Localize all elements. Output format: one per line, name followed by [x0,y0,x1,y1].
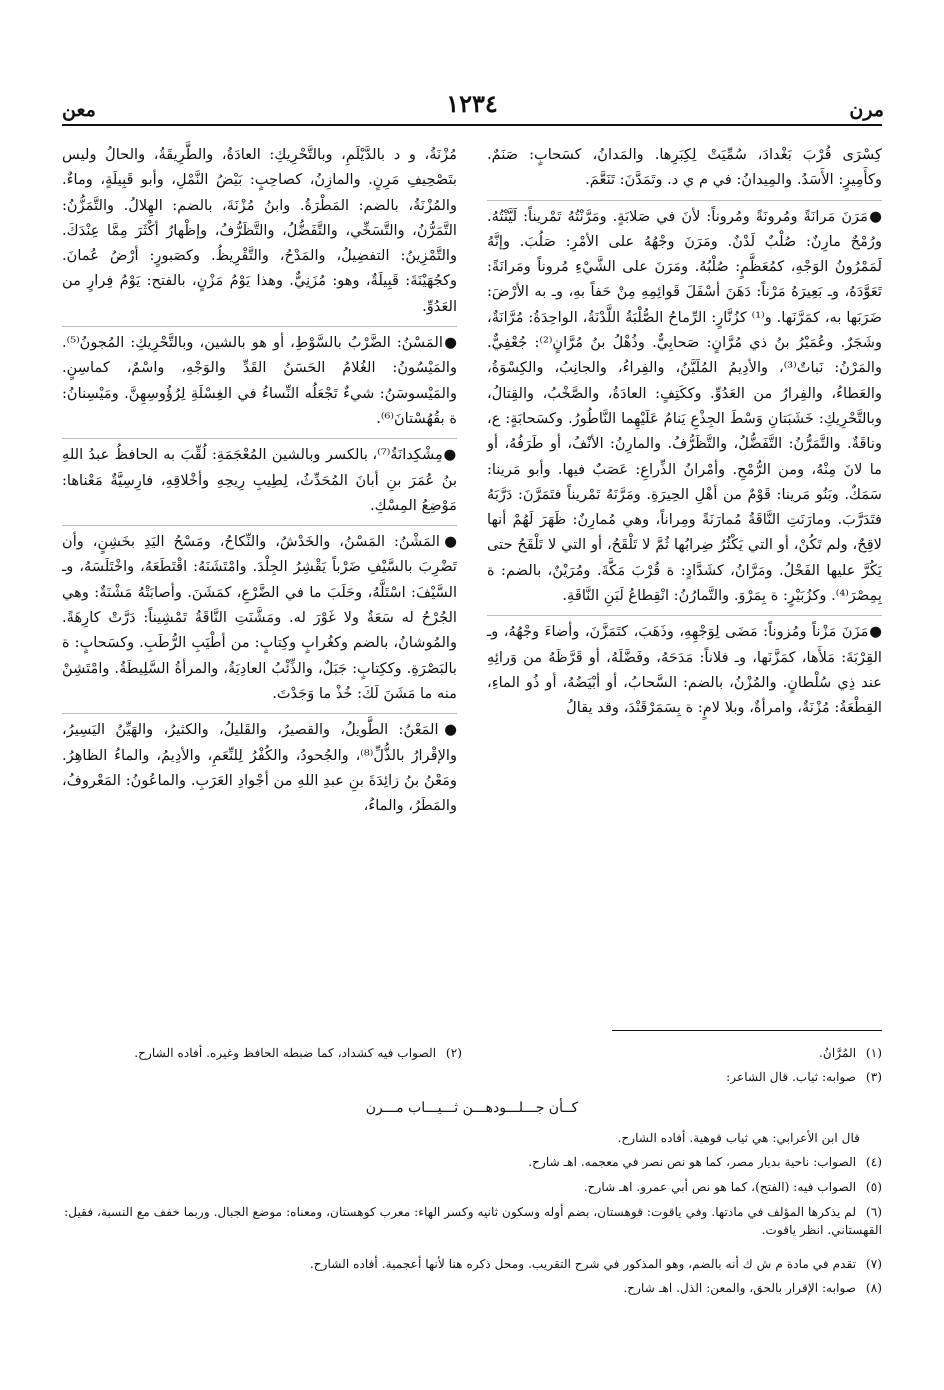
header-root-word-left: معن [62,99,96,121]
footnote-text: الصواب: ناحية بديار مصر، كما هو نص نصر في معجمه. اهـ شارح. [528,1155,857,1169]
header-root-word-right: مرن [849,99,884,121]
footnote-3 [502,1068,882,1086]
header-rule [62,124,882,126]
entry-continuation: كِسْرَى قُرْبَ بَغْدادَ، سُمِّيَتْ لِكِبَرِها. والمَدانُ، كسَحابٍ: صَنَمٌ. وكأَمِيرٍ: الأَسَدُ. والمِيدانُ: في م ي د. وتَمَدَّنَ: تَنَعَّمَ. [487,146,882,189]
footnote-number: (٣) [865,1070,882,1084]
footnote-2 [62,1044,462,1062]
entry-mishkidana: ●مِشْكِدانَةُ⁽⁷⁾، بالكسر وبالشين المُعْجَمَةِ: لُقِّبَ به الحافظُ عبدُ اللهِ بنُ عُمَرَ بنِ أبانَ المُحَدِّثُ، لِطِيبِ رِيحِهِ وأخْلاقِهِ، فارِسِيَّةٌ مَعْناها: مَوْضِعُ المِسْكِ. [62,438,457,518]
left-column [62,142,457,825]
footnote-number: (١) [865,1046,882,1060]
footnote-3-continued: قال ابن الأعرابي: هي ثياب قوهية. أفاده الشارح. [617,1131,860,1145]
footnote-text: صوابه: الإقرار بالحق، والمعن: الذل. اهـ شارح. [623,1281,857,1295]
footnote-5 [62,1178,882,1196]
footnote-number: (٧) [865,1257,882,1271]
footnote-text: المُرَّانُ. [819,1046,857,1060]
footnote-verse: كــأن جـــلـــودهـــن ثـــيـــاب مـــرن [365,1100,579,1116]
footnote-6 [62,1203,882,1239]
footnote-number: (٤) [865,1155,882,1169]
entry-man: ●المَعْنُ: الطَّويلُ، والقصيرُ، والقَليلُ، والكثيرُ، والهَيِّنُ اليَسِيرُ، والإقْرارُ بالذُّلِّ⁽⁸⁾، والجُحودُ، والكُفْرُ لِلنِّعَمِ، والأدِيمُ، والماءُ الظاهِرُ. ومَعْنُ بنُ زائِدَةَ بنِ عبدِ اللهِ من أجْوادِ العَرَبِ. والماعُونُ: المَعْروفُ، والمَطَرُ، والماءُ، [62,713,457,818]
footnote-7 [62,1255,882,1273]
footnote-text: تقدم في مادة م ش ك أنه بالضم، وهو المذكور في شرح التقريب. ومحل ذكره هنا لأنها أعجمية. أفاده الشارح. [309,1257,857,1271]
footnote-number: (٨) [865,1281,882,1295]
footnote-number: (٢) [445,1046,462,1060]
footnote-number: (٦) [865,1205,882,1219]
footnote-number: (٥) [865,1180,882,1194]
footnote-text: لم يذكرها المؤلف في مادتها. وفي ياقوت: قوهستان، بضم أوله وسكون ثانيه وكسر الهاء: معرب كوهستان، ومعناه: موضع الجبال. وربما خفف مع النسبة، فقيل: القهستاني. انظر ياقوت. [64,1205,882,1237]
footnote-text: الصواب فيه كشداد، كما ضبطه الحافظ وغيره. أفاده الشارح. [134,1046,437,1060]
entry-masn: ●المَسْنُ: الضَّرْبُ بالسَّوْطِ، أو هو بالشين، وبالتَّحْرِيكِ: المُجونُ⁽⁵⁾. والمَيْسُونُ: الغُلامُ الحَسَنُ القَدِّ والوَجْهِ، واسْمٌ، كماسِنٍ. والمَيْسوسَنُ: شيءٌ تَجْعَلُه النِّساءُ في الغِسْلَةِ لِرُؤُوسِهِنَّ. ومَيْسِنانُ: ة بقُهُسْتانَ⁽⁶⁾. [62,326,457,431]
entry-marana: ●مَرَنَ مَرانَةً ومُرونَةً ومُروناً: لأنَ في صَلابَةٍ. ومَرَّنْتُهُ تَمْريناً: لَيَّنْتُهُ. ورُمْحٌ مارِنٌ: صُلْبٌ لَدْنٌ. ومَرَنَ وجْهُهُ على الأمْرِ: صَلُبَ. وإنَّهُ لَمَمْرُونُ الوَجْهِ، كمُعَظَّمٍ: صُلْبُهُ. ومَرَنَ على الشَّيْءِ مُروناً ومَرانَةً: تَعَوَّدَهُ، وـ بَعِيرَهُ مَرْناً: دَهَنَ أسْفَلَ قَوائِمِهِ مِنْ حَفاً بهِ، وـ به الأرْضَ: ضَرَبَها به، كمَرَّنَها. و⁽¹⁾ كزُنَّارٍ: الرِّماحُ الصُّلْبَةُ اللَّدْنَةُ، الواحِدَةُ: مُرَّانَةٌ، وشَجَرٌ. وعُمَيْرُ بنُ ذي مُرَّانٍ: صَحابِيٌّ. وذُهْلُ بنُ مُرَّانٍ⁽²⁾: جُعْفِيٌّ. والمَرْنُ: نَباتٌ⁽³⁾، والأدِيمُ المُلَيَّنُ، والفِراءُ، والجانِبُ، والكِسْوَةُ، والعَطاءُ، والفِرارُ من العَدُوِّ. وككَتِفٍ: العادَةُ، والصَّخْبُ، والقِتالُ، وبالتَّحْرِيكِ: خَشَبَتانِ وَسْطَ الجِذْعِ يَنامُ عَلَيْهِما النَّاطُورُ. وكسَحابَةٍ: ع، وناقَةٌ. والتَّمَرُّنُ: التَّفَضُّلُ، والتَّظَرُّفُ. والمارِنُ: الأنْفُ، أو طَرَفُهُ، أو ما لانَ مِنْهُ، ومن الرُّمْحِ. وأمْرانُ الذِّراعِ: عَصَبٌ فيها. وأبو مَرينا: سَمَكٌ. وبَنُو مَرينا: قَوْمٌ من أهْلِ الحِيرَةِ. ومَرَّنَهُ تَمْريناً فتَمَرَّنَ: دَرَّبَهُ فتَدَرَّبَ. ومارَنَتِ النَّاقَةُ مُمارَنَةً ومِراناً، وهي مُمارِنٌ: ظَهَرَ لَهُمْ أنها لاقِحٌ، ولم تَكُنْ، أو التي يَكْثُرُ ضِرابُها ثُمَّ لا تَلْقَحُ، أو التي لا تَلْقَحُ حتى يَكُرَّ عليها الفَحْلُ. ومَرَّانُ، كشَدَّادٍ: ة قُرْبَ مَكَّةَ. ومُرَيْنٌ، بالضم: ة بِمِصْرَ⁽⁴⁾. وكزُبَيْرٍ: ة بِمَرْوَ. والتَّمارُنُ: انْقِطاعُ لَبَنِ النَّاقَةِ. [487,200,882,609]
entry-mazana-continued: مُزْنَةُ، و د بالدَّيْلَمِ، وبالتَّحْرِيكِ: العادَةُ، والطَّرِيقَةُ، والحالُ وليس بتَصْحِيفِ مَرِنٍ. والمازِنُ، كصاحِبٍ: بَيْضُ النَّمْلِ، وأبو قَبِيلَةٍ، وماءٌ. والمُزْنَةُ، بالضم: المَطْرَةُ. وابنُ مُزْنَةَ، بالضم: الهِلالُ. والتَّمَزُّنُ: التَّمَرُّنُ، والتَّسَخِّي، والتَّفَضُّلُ، والتَّظَرُّفُ، وإظْهارُ أكْثَرَ مِمَّا عِنْدَكَ. والتَّمْزِينُ: التفضِيلُ، والمَدْحُ، والتَّقْرِيظُ. وكصَبورٍ: أرْضُ عُمانَ. وكجُهَيْنَةَ: قَبِيلَةٌ، وهو: مُزَنِيٌّ. وهذا يَوْمُ مَزْنٍ، بالفتح: يَوْمُ فِرارٍ من العَدُوِّ. [62,146,457,315]
right-column [487,142,882,728]
footnote-4 [62,1153,882,1171]
footnote-text: الصواب فيه: (الفتح)، كما هو نص أبي عمرو. اهـ شارح. [583,1180,857,1194]
footnote-rule [612,1030,882,1031]
footnote-1 [502,1044,882,1062]
page-number: ١٢٣٤ [446,89,498,118]
entry-mazana: ●مَزَنَ مَزْناً ومُزوناً: مَضَى لِوَجْهِهِ، وذَهَبَ، كتَمَزَّنَ، وأضاءَ وجْهُهُ، وـ القِرْبَةَ: مَلأَها، كمَزَّنَها، وـ فلاناً: مَدَحَهُ، وفَضَّلَهُ، أو قَرَّظَهُ من وَرائِهِ عند ذِي سُلْطانٍ. والمُزْنُ، بالضم: السَّحابُ، أو أبْيَضُهُ، أو ذُو الماءِ، القِطْعَةُ: مُزْنَةٌ، وامرأةٌ، وبلا لامٍ: ة بِسَمَرْقَنْدَ، وقد يقالُ [487,615,882,720]
entry-mashn: ●المَشْنُ: المَسْنُ، والخَدْشُ، والنِّكاحُ، ومَسْحُ اليَدِ بخَشِنٍ، وأن تَضْرِبَ بالسَّيْفِ ضَرْباً يَقْشِرُ الجِلْدَ. وامْتَشَنَهُ: اقْتَطَعَهُ، واخْتَلَسَهُ، وـ السَّيْفَ: اسْتَلَّهُ، وحَلَبَ ما في الضَّرْعِ، كمَشَنَ. وأصابَتْهُ مَشْنَةٌ: وهي الجُرْحُ له سَعَةٌ ولا غَوْرَ له. ومَشَّنَتِ النَّاقَةُ تَمْشِيناً: دَرَّتْ كارِهَةً. والمُوشانُ، بالضم وكغُرابٍ وكِتابٍ: من أطْيَبِ الرُّطَبِ. وكسَحابٍ: ة بالبَصْرَةِ. وككِتابٍ: جَبَلٌ، والذِّئْبُ العادِيَةُ، والمرأةُ السَّلِيطَةُ. وامْتَشِنْ منه ما مَشَنَ لَكَ: خُذْ ما وَجَدْتَ. [62,525,457,706]
footnote-text: صوابه: ثياب. قال الشاعر: [726,1070,857,1084]
footnote-8 [62,1279,882,1297]
